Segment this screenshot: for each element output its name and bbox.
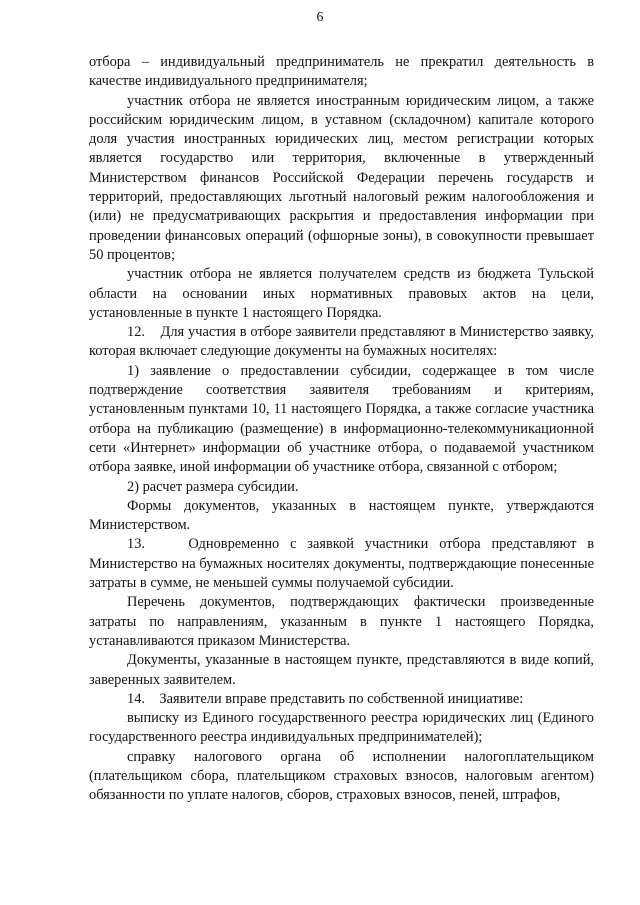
paragraph-11: 14. Заявители вправе представить по собственной инициативе: [127, 690, 524, 707]
paragraph-9: Перечень документов, подтверждающих фактически произведенные затраты по направлениям, указанным в пункте 1 настоящего Порядка, устанавливаются приказом Министерства. [89, 594, 594, 649]
paragraph-13: справку налогового органа об исполнении налогоплательщиком (плательщиком сбора, плательщиком страховых взносов, налоговым агентом) обязанности по уплате налогов, сборов, страховых взносов, пеней, штрафов, [89, 748, 594, 804]
paragraph-8: 13. Одновременно с заявкой участники отбора представляют в Министерство на бумажных носителях документы, подтверждающие понесенные затраты в сумме, не меньшей суммы получаемой субсидии. [89, 536, 598, 592]
paragraph-6: 2) расчет размера субсидии. [127, 478, 299, 495]
paragraph-4: 12. Для участия в отборе заявители представляют в Министерство заявку, которая включает следующие документы на бумажных носителях: [89, 324, 598, 360]
paragraph-7: Формы документов, указанных в настоящем пункте, утверждаются Министерством. [89, 497, 594, 534]
paragraph-5: 1) заявление о предоставлении субсидии, содержащее в том числе подтверждение соответствия заявителя требованиям и критериям, установленным пунктами 10, 11 настоящего Порядка, а также согласие участника отбора на публикацию (размещение) в информационно-телекоммуникационной сети «Интернет» информации об участнике отбора, о подаваемой участником отбора заявке, иной информации об участнике отбора, связанной с отбором; [89, 362, 594, 476]
page-number: 6 [316, 10, 324, 25]
paragraph-10: Документы, указанные в настоящем пункте, представляются в виде копий, заверенных заявителем. [89, 652, 594, 688]
paragraph-2: участник отбора не является иностранным юридическим лицом, а также российским юридическим лицом, в уставном (складочном) капитале которого доля участия иностранных юридических лиц, местом регистрации которых является государство или территория, включенные в утвержденный Министерством финансов Российской Федерации перечень государств и территорий, предоставляющих льготный налоговый режим налогообложения и (или) не предусматривающих раскрытия и предоставления информации при проведении финансовых операций (офшорные зоны), в совокупности превышает 50 процентов; [89, 92, 594, 263]
paragraph-12: выписку из Единого государственного реестра юридических лиц (Единого государственного реестра индивидуальных предпринимателей); [89, 710, 594, 746]
document-body [89, 53, 598, 806]
paragraph-1: отбора – индивидуальный предприниматель не прекратил деятельность в качестве индивидуального предпринимателя; [89, 54, 594, 90]
paragraph-3: участник отбора не является получателем средств из бюджета Тульской области на основании иных нормативных правовых актов на цели, установленные в пункте 1 настоящего Порядка. [89, 266, 594, 321]
